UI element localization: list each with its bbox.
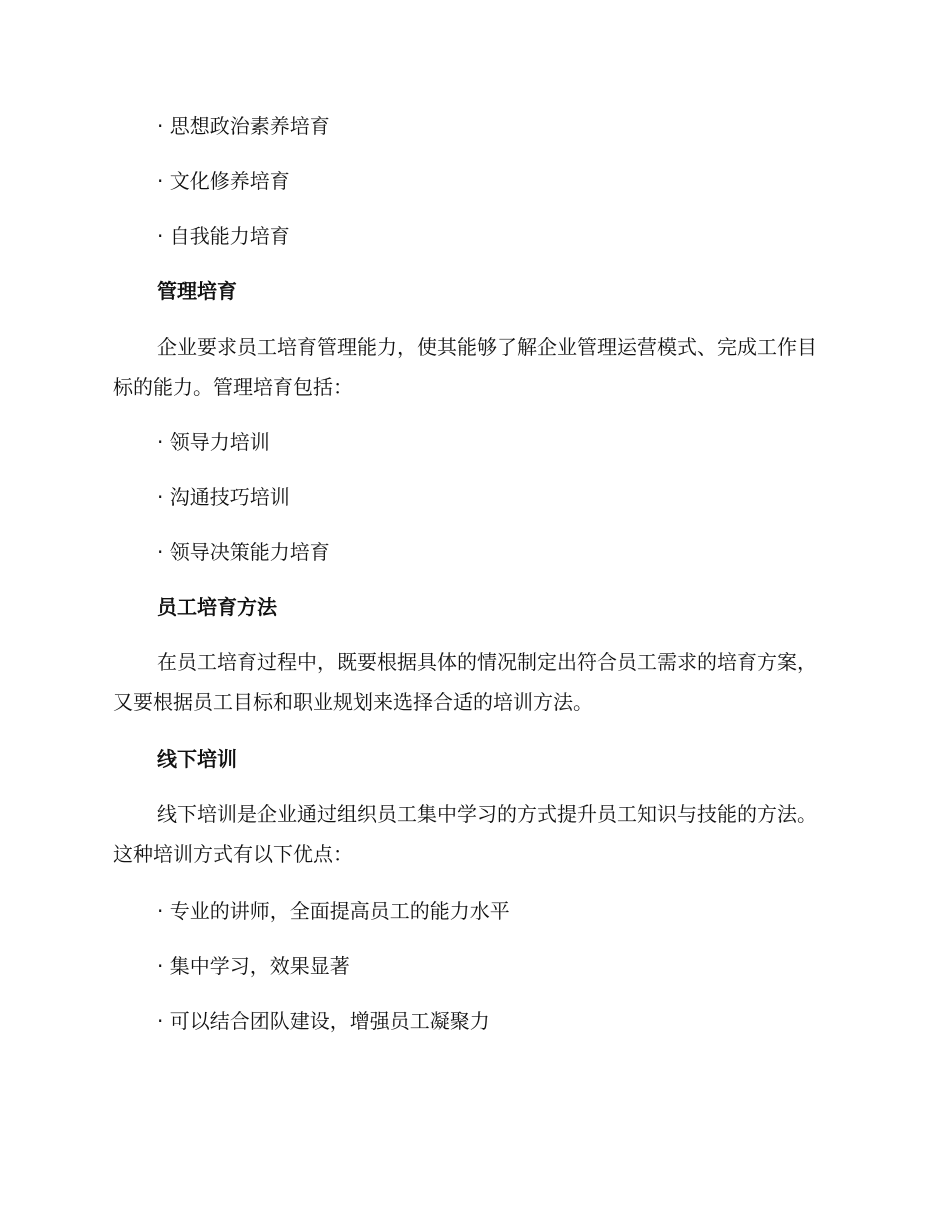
paragraph-offline: 线下培训是企业通过组织员工集中学习的方式提升员工知识与技能的方法。这种培训方式有以下优点： — [113, 802, 817, 866]
list-item: · 沟通技巧培训 — [157, 485, 290, 509]
list-item: · 领导力培训 — [157, 430, 270, 454]
list-item: · 自我能力培育 — [157, 224, 290, 248]
section-heading-methods: 员工培育方法 — [157, 595, 277, 619]
list-item: · 思想政治素养培育 — [157, 114, 330, 138]
list-item: · 可以结合团队建设，增强员工凝聚力 — [157, 1009, 490, 1033]
list-item: · 集中学习，效果显著 — [157, 954, 350, 978]
section-heading-management: 管理培育 — [157, 279, 237, 303]
paragraph-methods: 在员工培育过程中，既要根据具体的情况制定出符合员工需求的培育方案，又要根据员工目标和职业规划来选择合适的培训方法。 — [113, 650, 817, 714]
section-heading-offline: 线下培训 — [157, 747, 237, 771]
list-item: · 领导决策能力培育 — [157, 540, 330, 564]
list-item: · 文化修养培育 — [157, 169, 290, 193]
paragraph-management: 企业要求员工培育管理能力，使其能够了解企业管理运营模式、完成工作目标的能力。管理培育包括： — [113, 335, 817, 399]
list-item: · 专业的讲师，全面提高员工的能力水平 — [157, 899, 510, 923]
